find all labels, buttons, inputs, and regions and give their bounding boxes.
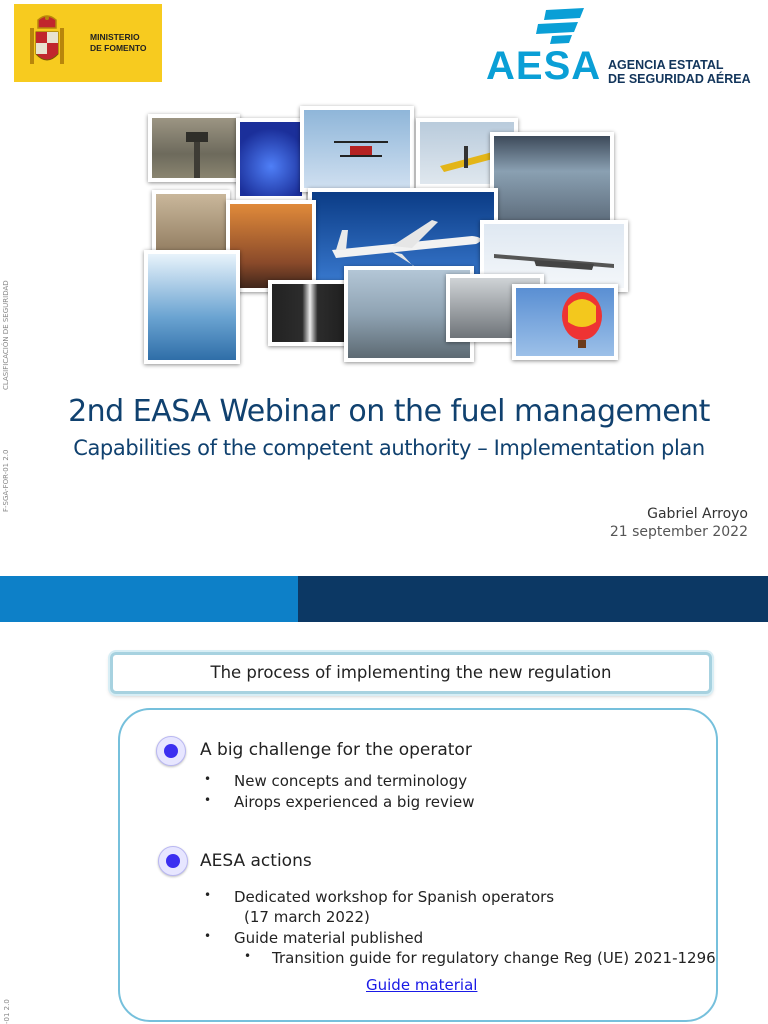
slide-title: 2nd EASA Webinar on the fuel management: [68, 394, 710, 429]
security-classification-label: CLASIFICACIÓN DE SEGURIDAD: [2, 280, 10, 390]
aesa-line-2: DE SEGURIDAD AÉREA: [608, 72, 751, 86]
section-bullet-icon: [158, 846, 188, 876]
coat-of-arms-icon: [26, 14, 68, 72]
aesa-wings-icon: [516, 6, 586, 46]
aesa-logo: [486, 6, 758, 88]
ministry-line-2: DE FOMENTO: [90, 43, 147, 53]
section-title-operator: A big challenge for the operator: [200, 740, 472, 760]
list-item: Dedicated workshop for Spanish operators: [234, 888, 555, 906]
list-item: Guide material published: [234, 929, 424, 947]
list-item-continuation: (17 march 2022): [244, 908, 370, 926]
content-panel: [118, 708, 718, 1022]
author-name: Gabriel Arroyo: [647, 506, 748, 522]
ministry-name: [90, 32, 160, 54]
band-light-segment: [0, 576, 298, 622]
photo-radar-screen: [236, 118, 306, 200]
aesa-line-1: AGENCIA ESTATAL: [608, 58, 724, 72]
list-item: Airops experienced a big review: [234, 793, 475, 811]
guide-material-link[interactable]: Guide material: [366, 976, 478, 994]
section-title-aesa-actions: AESA actions: [200, 851, 312, 871]
bullet-dot-icon: •: [204, 929, 212, 943]
bullet-dot-icon: •: [204, 888, 212, 902]
section-bullet-icon: [156, 736, 186, 766]
band-dark-segment: [298, 576, 768, 622]
photo-cockpit: [490, 132, 614, 228]
form-code-label: F-SGA-FOR-01 2.0: [2, 449, 10, 512]
list-item: New concepts and terminology: [234, 772, 468, 790]
slide-heading: The process of implementing the new regulation: [110, 652, 712, 694]
content-slide: [0, 622, 768, 1024]
slide-separator-band: [0, 576, 768, 622]
photo-drone: [300, 106, 414, 192]
aviation-photo-collage: [140, 104, 630, 370]
form-code-label-2: -01 2.0: [3, 999, 11, 1024]
photo-airport-terminal: [144, 250, 240, 364]
bullet-dot-icon: •: [204, 772, 212, 786]
presentation-date: 21 september 2022: [609, 524, 748, 540]
aesa-agency-name: [608, 58, 751, 86]
photo-suits: [268, 280, 352, 346]
photo-control-tower: [148, 114, 240, 182]
slide-subtitle: Capabilities of the competent authority – Implementation plan: [73, 436, 705, 460]
bullet-dot-icon: •: [204, 793, 212, 807]
ministerio-fomento-logo: [14, 4, 162, 82]
aesa-wordmark: AESA: [486, 44, 602, 88]
ministry-line-1: MINISTERIO: [90, 32, 140, 42]
sub-bullet-dot-icon: •: [244, 949, 252, 963]
sub-list-item: Transition guide for regulatory change Reg (UE) 2021-1296: [272, 949, 716, 967]
photo-hot-air-balloon: [512, 284, 618, 360]
